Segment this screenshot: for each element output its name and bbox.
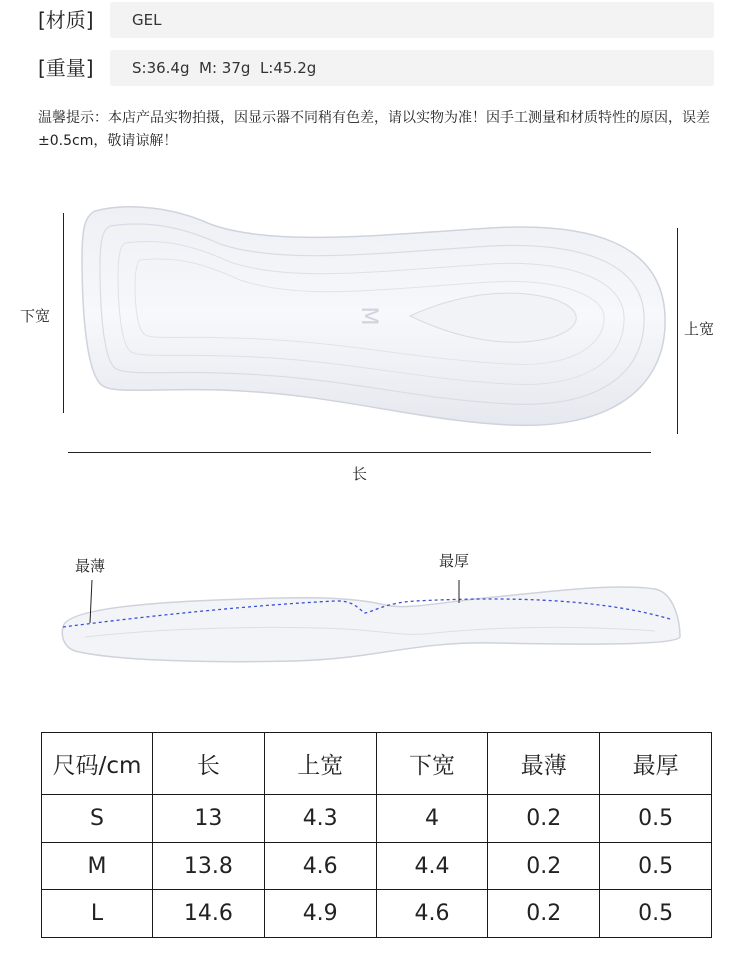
table-row (42, 890, 712, 938)
material-row (38, 2, 714, 38)
table-cell: 4.4 (376, 842, 488, 890)
weight-value: S:36.4g M: 37g L:45.2g (132, 59, 317, 77)
table-cell: L (42, 890, 153, 938)
length-label: 长 (352, 465, 368, 483)
weight-label: [重量] (38, 56, 94, 80)
table-cell: 0.5 (600, 890, 712, 938)
table-cell: 0.2 (488, 842, 600, 890)
table-cell: 13.8 (153, 842, 265, 890)
material-value-box (110, 2, 714, 38)
header-cell: 最厚 (600, 733, 712, 795)
material-value: GEL (132, 11, 162, 29)
table-cell: 4 (376, 795, 488, 843)
weight-row (38, 50, 714, 86)
table-cell: 0.5 (600, 842, 712, 890)
upper-width-line (677, 228, 678, 434)
thickest-label: 最厚 (439, 552, 470, 570)
table-cell: 14.6 (153, 890, 265, 938)
insole-size-mark: M (356, 306, 381, 326)
table-cell: S (42, 795, 153, 843)
material-label: [材质] (38, 8, 94, 32)
header-cell: 下宽 (376, 733, 488, 795)
table-cell: 0.2 (488, 890, 600, 938)
table-row (42, 842, 712, 890)
table-cell: 0.2 (488, 795, 600, 843)
notice-text: 温馨提示：本店产品实物拍摄，因显示器不同稍有色差，请以实物为准！因手工测量和材质特性的原因，误差±0.5cm，敬请谅解！ (38, 110, 710, 149)
table-row (42, 795, 712, 843)
size-table (41, 732, 712, 938)
table-cell: 4.9 (264, 890, 376, 938)
header-cell: 尺码/cm (42, 733, 153, 795)
insole-side-view (55, 575, 685, 670)
weight-value-box (110, 50, 714, 86)
thinnest-label: 最薄 (75, 557, 106, 575)
table-cell: M (42, 842, 153, 890)
length-line (68, 452, 651, 453)
table-header-row (42, 733, 712, 795)
header-cell: 长 (153, 733, 265, 795)
table-cell: 4.3 (264, 795, 376, 843)
header-cell: 上宽 (264, 733, 376, 795)
insole-top-view (70, 198, 675, 443)
table-cell: 4.6 (264, 842, 376, 890)
lower-width-line (63, 213, 64, 413)
table-cell: 13 (153, 795, 265, 843)
table-cell: 4.6 (376, 890, 488, 938)
lower-width-label: 下宽 (20, 307, 51, 325)
header-cell: 最薄 (488, 733, 600, 795)
upper-width-label: 上宽 (684, 320, 715, 338)
table-cell: 0.5 (600, 795, 712, 843)
